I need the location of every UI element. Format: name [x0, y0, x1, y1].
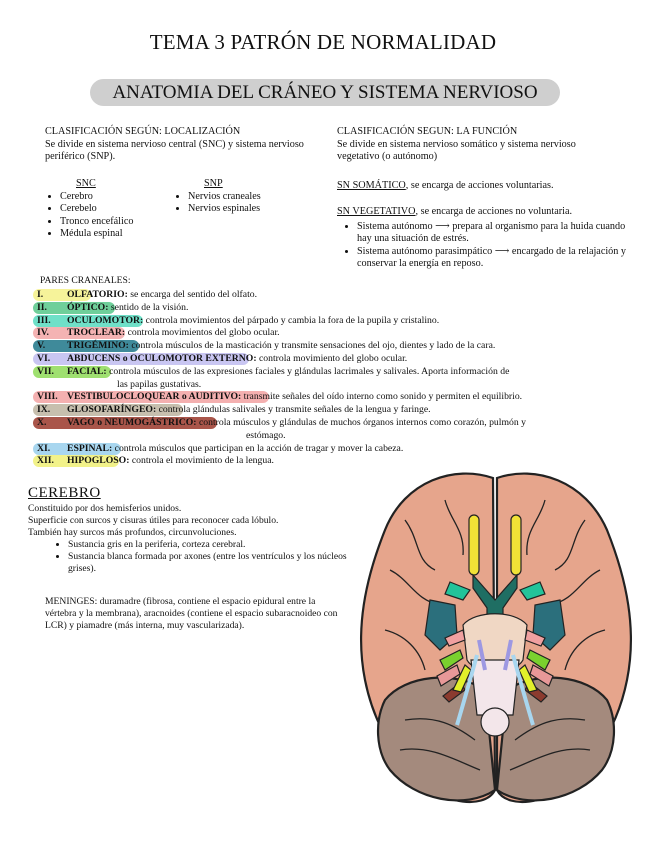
- cranial-nerve-row: [37, 353, 407, 365]
- snp-heading: SNP: [204, 178, 223, 189]
- nerve-description: controla movimientos del globo ocular.: [125, 327, 280, 339]
- somatico: [337, 180, 627, 193]
- snc-item: • Médula espinal: [60, 228, 156, 241]
- nerve-number: III.: [37, 314, 51, 326]
- brain-illustration: [345, 460, 645, 830]
- snp-list: [174, 178, 294, 216]
- cranial-nerve-row: [37, 443, 403, 455]
- section-title: ANATOMIA DEL CRÁNEO Y SISTEMA NERVIOSO: [90, 79, 560, 106]
- snc-item: • Cerebro: [60, 191, 156, 204]
- snc-list: [46, 178, 156, 241]
- cerebro-line: También hay surcos más profundos, circunvoluciones.: [28, 527, 237, 538]
- snc-heading: SNC: [76, 178, 96, 189]
- nerve-name: OLFATORIO:: [67, 289, 128, 300]
- nerve-number: VI.: [37, 353, 51, 364]
- nerve-description: sentido de la visión.: [108, 301, 189, 313]
- nerve-name: VAGO o NEUMOGÁSTRICO:: [67, 417, 197, 428]
- cranial-nerve-row: [37, 417, 526, 429]
- nerve-name: VESTIBULOCLOQUEAR o AUDITIVO:: [67, 391, 242, 403]
- nerve-name: TRIGÉMINO:: [67, 340, 129, 352]
- nerve-description-cont: las papilas gustativas.: [117, 378, 202, 390]
- nerve-name: ÓPTICO:: [67, 301, 109, 313]
- nerve-description: controla músculos de las expresiones faciales y glándulas lacrimales y salivales. Aporta información de: [106, 365, 510, 377]
- cranial-nerve-row: [37, 391, 522, 403]
- nerve-number: I.: [37, 289, 44, 300]
- loc-text: Se divide en sistema nervioso central (SNC) y sistema nervioso periférico (SNP).: [45, 138, 304, 162]
- cranial-nerve-row: [37, 340, 495, 352]
- nerve-description-cont: estómago.: [246, 429, 286, 441]
- cranial-nerve-row: [37, 315, 439, 327]
- vegetativo-label: SN VEGETATIVO: [337, 206, 416, 217]
- cranial-nerve-row: [37, 404, 431, 416]
- loc-heading: CLASIFICACIÓN SEGÚN: LOCALIZACIÓN: [45, 126, 241, 137]
- nerve-number: VII.: [37, 365, 54, 377]
- cerebro-item: • Sustancia blanca formada por axones (entre los ventrículos y los núcleos grises).: [68, 551, 358, 575]
- cerebro-line: Constituido por dos hemisferios unidos.: [28, 503, 182, 514]
- nerve-description: controla músculos de la masticación y transmite sensaciones del ojo, dientes y lado de la cara.: [128, 340, 496, 352]
- cranial-nerve-row: [37, 455, 274, 467]
- nerve-description: controla músculos y glándulas de muchos órganos internos como corazón, pulmón y: [196, 417, 526, 428]
- nerve-number: X.: [37, 417, 47, 428]
- cerebro-item: • Sustancia gris en la periferia, corteza cerebral.: [68, 539, 358, 551]
- pares-heading: PARES CRANEALES:: [40, 275, 131, 286]
- nerve-name: ESPINAL:: [67, 442, 113, 454]
- func-text: Se divide en sistema nervioso somático y sistema nervioso vegetativo (o autónomo): [337, 138, 576, 162]
- snp-item: • Nervios craneales: [188, 191, 294, 204]
- cerebro-line: Superficie con surcos y cisuras útiles para reconocer cada lóbulo.: [28, 515, 279, 526]
- nerve-description: transmite señales del oído interno como sonido y permiten el equilibrio.: [241, 391, 523, 403]
- cranial-nerve-row: [37, 366, 509, 378]
- nerve-name: ABDUCENS o OCULOMOTOR EXTERNO:: [67, 353, 257, 364]
- nerve-number: II.: [37, 301, 47, 313]
- nerve-name: OCULOMOTOR:: [67, 314, 144, 326]
- nerve-name: GLOSOFARÍNGEO:: [67, 404, 157, 416]
- nerve-number: XI.: [37, 442, 51, 454]
- nerve-number: IV.: [37, 327, 49, 339]
- nerve-description: controla glándulas salivales y transmite señales de la lengua y faringe.: [156, 404, 431, 416]
- nerve-description: controla el movimiento de la lengua.: [129, 455, 274, 467]
- meninges-text: MENINGES: duramadre (fibrosa, contiene el espacio epidural entre la vértebra y la membrana), aracnoides (contiene el espacio subaracnoideo con LCR) y piamadre (más interna, muy vascularizada).: [45, 596, 338, 631]
- snc-item: • Tronco encefálico: [60, 216, 156, 229]
- somatico-label: SN SOMÁTICO: [337, 180, 406, 191]
- cranial-nerve-row: [37, 327, 280, 339]
- vegetativo-item: • Sistema autónomo ⟶ prepara al organismo para la huida cuando hay una situación de estrés.: [357, 221, 627, 246]
- page-title: TEMA 3 PATRÓN DE NORMALIDAD: [149, 30, 497, 54]
- nerve-number: IX.: [37, 404, 51, 416]
- cranial-nerve-row: [37, 302, 188, 314]
- nerve-description: controla movimientos del párpado y cambia la fora de la pupila y cristalino.: [143, 314, 440, 326]
- nerve-number: XII.: [37, 455, 54, 467]
- nerve-description: controla movimiento del globo ocular.: [256, 353, 408, 364]
- snp-item: • Nervios espinales: [188, 203, 294, 216]
- nerve-number: V.: [37, 340, 46, 352]
- somatico-text: , se encarga de acciones voluntarias.: [405, 180, 554, 191]
- func-section: [337, 126, 587, 164]
- vegetativo-text: , se encarga de acciones no voluntaria.: [415, 206, 573, 217]
- func-heading: CLASIFICACIÓN SEGUN: LA FUNCIÓN: [337, 126, 518, 137]
- vegetativo-item: • Sistema autónomo parasimpático ⟶ encargado de la relajación y conservar la energía en reposo.: [357, 246, 627, 271]
- vegetativo: [337, 206, 627, 271]
- snc-item: • Cerebelo: [60, 203, 156, 216]
- nerve-name: HIPOGLOSO:: [67, 455, 130, 467]
- loc-section: [45, 126, 305, 164]
- nerve-description: se encarga del sentido del olfato.: [127, 289, 258, 300]
- nerve-name: FACIAL:: [67, 365, 107, 377]
- cranial-nerve-row: [37, 289, 257, 301]
- nerve-number: VIII.: [37, 391, 58, 403]
- nerve-name: TROCLEAR:: [67, 327, 126, 339]
- cerebro-text: [28, 503, 358, 575]
- nerve-description: controla músculos que participan en la acción de tragar y mover la cabeza.: [112, 442, 404, 454]
- cerebro-heading: CEREBRO: [28, 485, 101, 501]
